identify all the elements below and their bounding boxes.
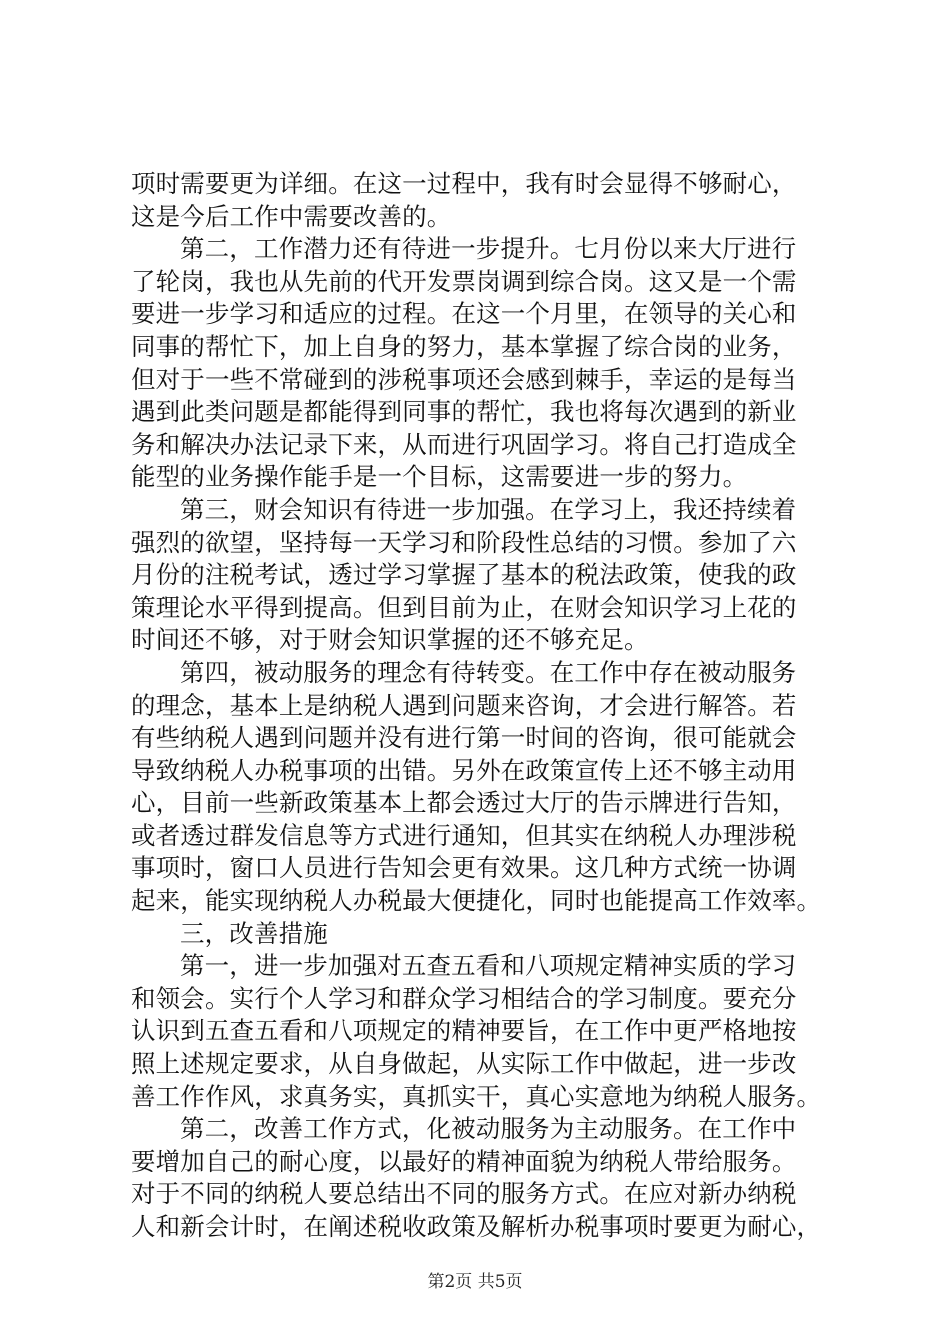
text-line: 导致纳税人办税事项的出错。另外在政策宣传上还不够主动用: [131, 755, 797, 785]
text-line: 有些纳税人遇到问题并没有进行第一时间的咨询，很可能就会: [131, 723, 797, 753]
text-line: 遇到此类问题是都能得到同事的帮忙，我也将每次遇到的新业: [131, 397, 797, 427]
text-line: 了轮岗，我也从先前的代开发票岗调到综合岗。这又是一个需: [131, 266, 797, 296]
document-body: [131, 168, 835, 1244]
text-line: 起来，能实现纳税人办税最大便捷化，同时也能提高工作效率。: [131, 886, 822, 916]
text-line: 时间还不够，对于财会知识掌握的还不够充足。: [131, 625, 649, 655]
text-line: 第三，财会知识有待进一步加强。在学习上，我还持续着: [180, 494, 797, 524]
text-line: 的理念，基本上是纳税人遇到问题来咨询，才会进行解答。若: [131, 690, 797, 720]
page-footer: 第2页 共5页: [427, 1272, 523, 1292]
text-line: 对于不同的纳税人要总结出不同的服务方式。在应对新办纳税: [131, 1179, 797, 1209]
text-line: 要增加自己的耐心度，以最好的精神面貌为纳税人带给服务。: [131, 1146, 797, 1176]
text-line: 策理论水平得到提高。但到目前为止，在财会知识学习上花的: [131, 592, 797, 622]
text-line: 月份的注税考试，透过学习掌握了基本的税法政策，使我的政: [131, 560, 797, 590]
text-line: 照上述规定要求，从自身做起，从实际工作中做起，进一步改: [131, 1049, 797, 1079]
text-line: 和领会。实行个人学习和群众学习相结合的学习制度。要充分: [131, 983, 797, 1013]
text-line: 强烈的欲望，坚持每一天学习和阶段性总结的习惯。参加了六: [131, 527, 797, 557]
text-line: 但对于一些不常碰到的涉税事项还会感到棘手，幸运的是每当: [131, 364, 797, 394]
text-line: 第二，工作潜力还有待进一步提升。七月份以来大厅进行: [180, 234, 797, 264]
text-line: 第一，进一步加强对五查五看和八项规定精神实质的学习: [180, 951, 797, 981]
text-line: 三，改善措施: [180, 918, 328, 948]
text-line: 或者透过群发信息等方式进行通知，但其实在纳税人办理涉税: [131, 820, 797, 850]
text-line: 第四，被动服务的理念有待转变。在工作中存在被动服务: [180, 657, 797, 687]
text-line: 事项时，窗口人员进行告知会更有效果。这几种方式统一协调: [131, 853, 797, 883]
text-line: 务和解决办法记录下来，从而进行巩固学习。将自己打造成全: [131, 429, 797, 459]
text-line: 认识到五查五看和八项规定的精神要旨，在工作中更严格地按: [131, 1016, 797, 1046]
text-line: 能型的业务操作能手是一个目标，这需要进一步的努力。: [131, 462, 748, 492]
text-line: 这是今后工作中需要改善的。: [131, 201, 452, 231]
text-line: 要进一步学习和适应的过程。在这一个月里，在领导的关心和: [131, 299, 797, 329]
text-line: 心，目前一些新政策基本上都会透过大厅的告示牌进行告知，: [131, 788, 797, 818]
text-line: 人和新会计时，在阐述税收政策及解析办税事项时要更为耐心，: [131, 1212, 822, 1241]
text-line: 项时需要更为详细。在这一过程中，我有时会显得不够耐心，: [131, 169, 797, 198]
text-line: 善工作作风，求真务实，真抓实干，真心实意地为纳税人服务。: [131, 1081, 822, 1111]
text-line: 同事的帮忙下，加上自身的努力，基本掌握了综合岗的业务，: [131, 331, 797, 361]
text-line: 第二，改善工作方式，化被动服务为主动服务。在工作中: [180, 1114, 797, 1144]
